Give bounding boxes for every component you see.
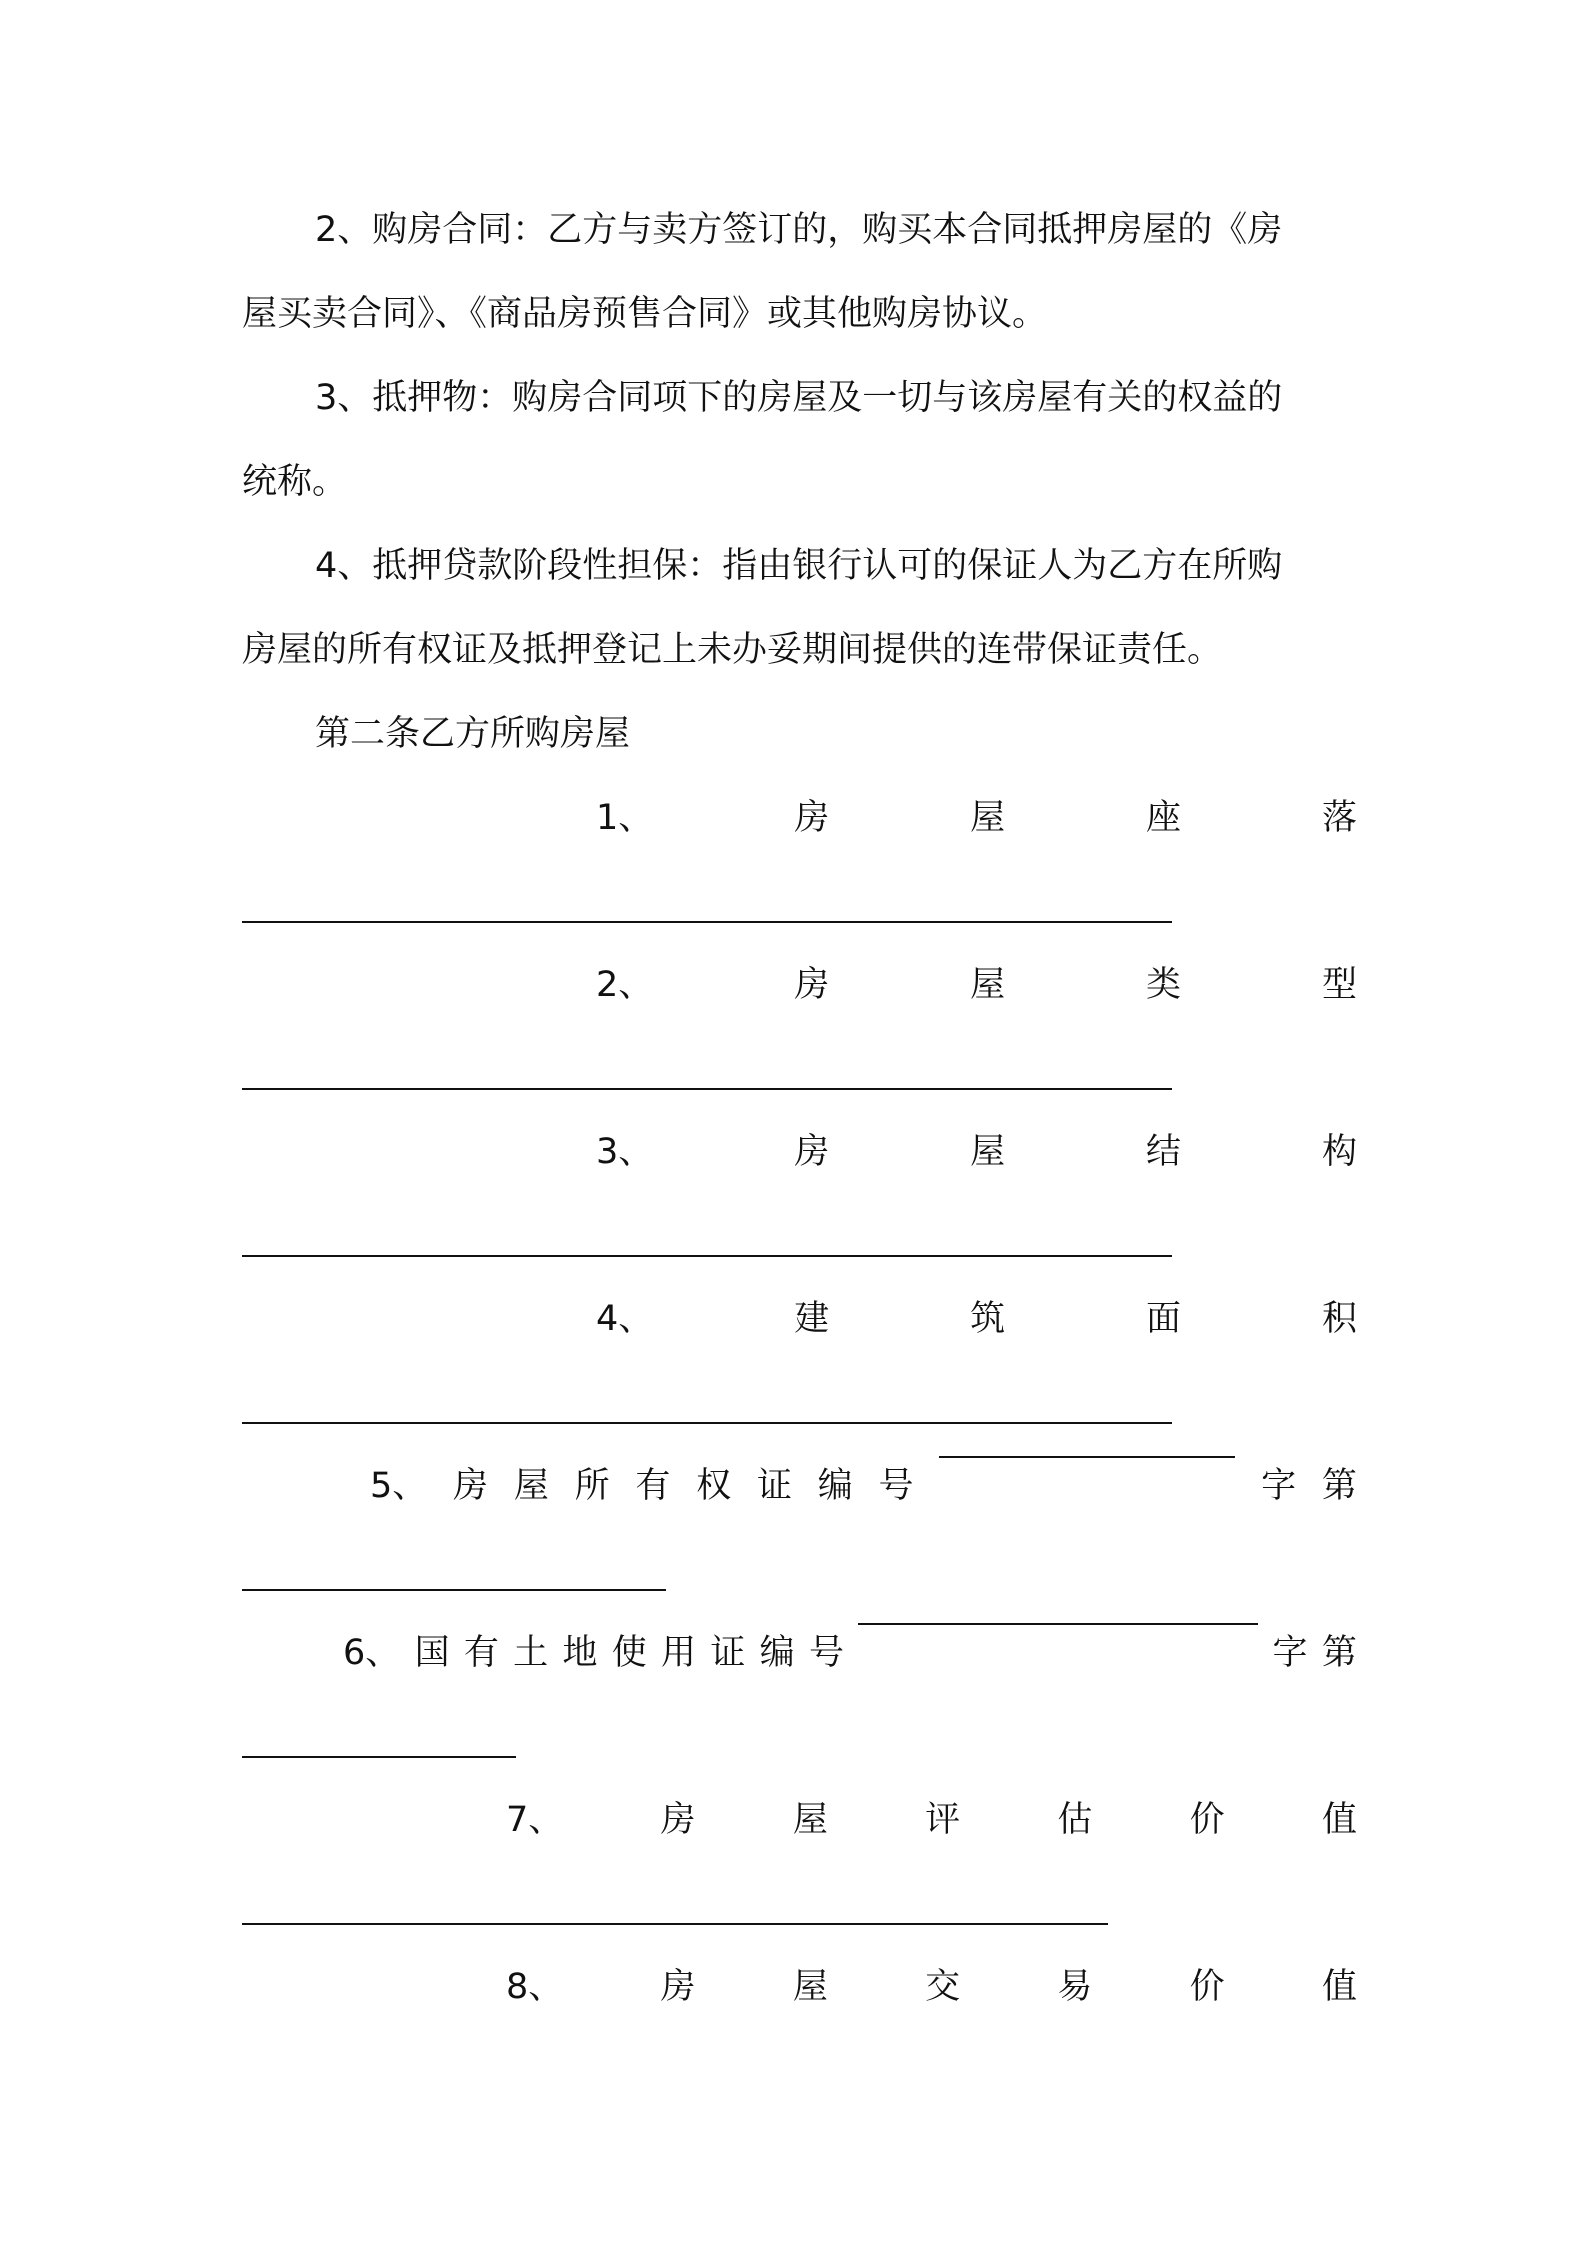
definition-4-line-1: 4、抵押贷款阶段性担保：指由银行认可的保证人为乙方在所购 bbox=[315, 546, 1283, 586]
field-5-char: 权 bbox=[696, 1466, 732, 1506]
field-4-char: 面 bbox=[1146, 1299, 1182, 1339]
field-3-blank-line[interactable] bbox=[242, 1255, 1172, 1257]
field-7-char: 估 bbox=[1057, 1800, 1093, 1840]
field-5-char: 有 bbox=[635, 1466, 671, 1506]
field-3-char: 房 bbox=[794, 1132, 830, 1172]
field-5-char: 编 bbox=[817, 1466, 853, 1506]
field-7-char: 价 bbox=[1189, 1800, 1225, 1840]
field-1-char: 落 bbox=[1321, 798, 1357, 838]
field-2-char: 屋 bbox=[970, 965, 1006, 1005]
field-6-char: 编 bbox=[759, 1633, 795, 1673]
field-2-blank-line[interactable] bbox=[242, 1088, 1172, 1090]
field-6-char: 有 bbox=[463, 1633, 499, 1673]
field-3-label bbox=[596, 1122, 1357, 1182]
definition-3-line-2: 统称。 bbox=[242, 462, 348, 502]
field-5-char: 号 bbox=[878, 1466, 914, 1506]
field-6-mid-char: 字 bbox=[1272, 1633, 1308, 1673]
field-5-char: 证 bbox=[756, 1466, 792, 1506]
field-6-char: 地 bbox=[562, 1633, 598, 1673]
field-5-char: 房 bbox=[453, 1466, 489, 1506]
field-2-char: 房 bbox=[794, 965, 830, 1005]
field-4-char: 筑 bbox=[970, 1299, 1006, 1339]
field-2-label bbox=[596, 955, 1357, 1015]
field-3-char: 构 bbox=[1321, 1132, 1357, 1172]
field-4-label bbox=[596, 1289, 1357, 1349]
field-7-blank-line[interactable] bbox=[242, 1923, 1108, 1925]
field-2-char: 类 bbox=[1146, 965, 1182, 1005]
field-5-char: 所 bbox=[574, 1466, 610, 1506]
field-5-char: 屋 bbox=[513, 1466, 549, 1506]
field-7-number: 7、 bbox=[506, 1800, 564, 1840]
article-2-heading: 第二条乙方所购房屋 bbox=[315, 714, 631, 754]
field-1-label bbox=[596, 788, 1357, 848]
field-6-char: 国 bbox=[414, 1633, 450, 1673]
field-8-char: 价 bbox=[1189, 1967, 1225, 2007]
field-4-char: 建 bbox=[794, 1299, 830, 1339]
field-6-label bbox=[343, 1623, 1357, 1683]
field-2-char: 型 bbox=[1321, 965, 1357, 1005]
field-5-number: 5、 bbox=[370, 1466, 428, 1506]
field-1-char: 房 bbox=[794, 798, 830, 838]
field-8-char: 房 bbox=[660, 1967, 696, 2007]
field-6-char: 土 bbox=[513, 1633, 549, 1673]
field-4-char: 积 bbox=[1321, 1299, 1357, 1339]
field-7-char: 值 bbox=[1321, 1800, 1357, 1840]
field-8-number: 8、 bbox=[506, 1967, 564, 2007]
definition-4-line-2: 房屋的所有权证及抵押登记上未办妥期间提供的连带保证责任。 bbox=[242, 630, 1223, 670]
field-7-char: 屋 bbox=[792, 1800, 828, 1840]
field-7-label bbox=[506, 1790, 1357, 1850]
field-5-end-char: 第 bbox=[1321, 1466, 1357, 1506]
definition-2-line-1: 2、购房合同：乙方与卖方签订的，购买本合同抵押房屋的《房 bbox=[315, 210, 1283, 250]
field-5-label bbox=[370, 1456, 1357, 1516]
field-8-char: 易 bbox=[1057, 1967, 1093, 2007]
field-5-continuation-line[interactable] bbox=[242, 1589, 666, 1591]
field-6-blank-line[interactable] bbox=[858, 1623, 1258, 1625]
field-2-number: 2、 bbox=[596, 965, 654, 1005]
field-6-char: 证 bbox=[710, 1633, 746, 1673]
field-5-mid-char: 字 bbox=[1261, 1466, 1297, 1506]
field-6-char: 用 bbox=[661, 1633, 697, 1673]
field-6-continuation-line[interactable] bbox=[242, 1756, 516, 1758]
field-1-char: 座 bbox=[1146, 798, 1182, 838]
field-6-end-char: 第 bbox=[1321, 1633, 1357, 1673]
field-3-char: 屋 bbox=[970, 1132, 1006, 1172]
field-1-number: 1、 bbox=[596, 798, 654, 838]
field-7-char: 房 bbox=[660, 1800, 696, 1840]
definition-2-line-2: 屋买卖合同》、《商品房预售合同》或其他购房协议。 bbox=[242, 294, 1048, 334]
field-6-char: 使 bbox=[611, 1633, 647, 1673]
field-7-char: 评 bbox=[925, 1800, 961, 1840]
field-8-label bbox=[506, 1957, 1357, 2017]
field-4-blank-line[interactable] bbox=[242, 1422, 1172, 1424]
field-4-number: 4、 bbox=[596, 1299, 654, 1339]
field-1-blank-line[interactable] bbox=[242, 921, 1172, 923]
field-6-char: 号 bbox=[808, 1633, 844, 1673]
field-1-char: 屋 bbox=[970, 798, 1006, 838]
field-6-number: 6、 bbox=[343, 1633, 401, 1673]
field-5-blank-line[interactable] bbox=[939, 1456, 1235, 1458]
field-3-number: 3、 bbox=[596, 1132, 654, 1172]
field-3-char: 结 bbox=[1146, 1132, 1182, 1172]
definition-3-line-1: 3、抵押物：购房合同项下的房屋及一切与该房屋有关的权益的 bbox=[315, 378, 1283, 418]
field-8-char: 交 bbox=[925, 1967, 961, 2007]
field-8-char: 值 bbox=[1321, 1967, 1357, 2007]
field-8-char: 屋 bbox=[792, 1967, 828, 2007]
